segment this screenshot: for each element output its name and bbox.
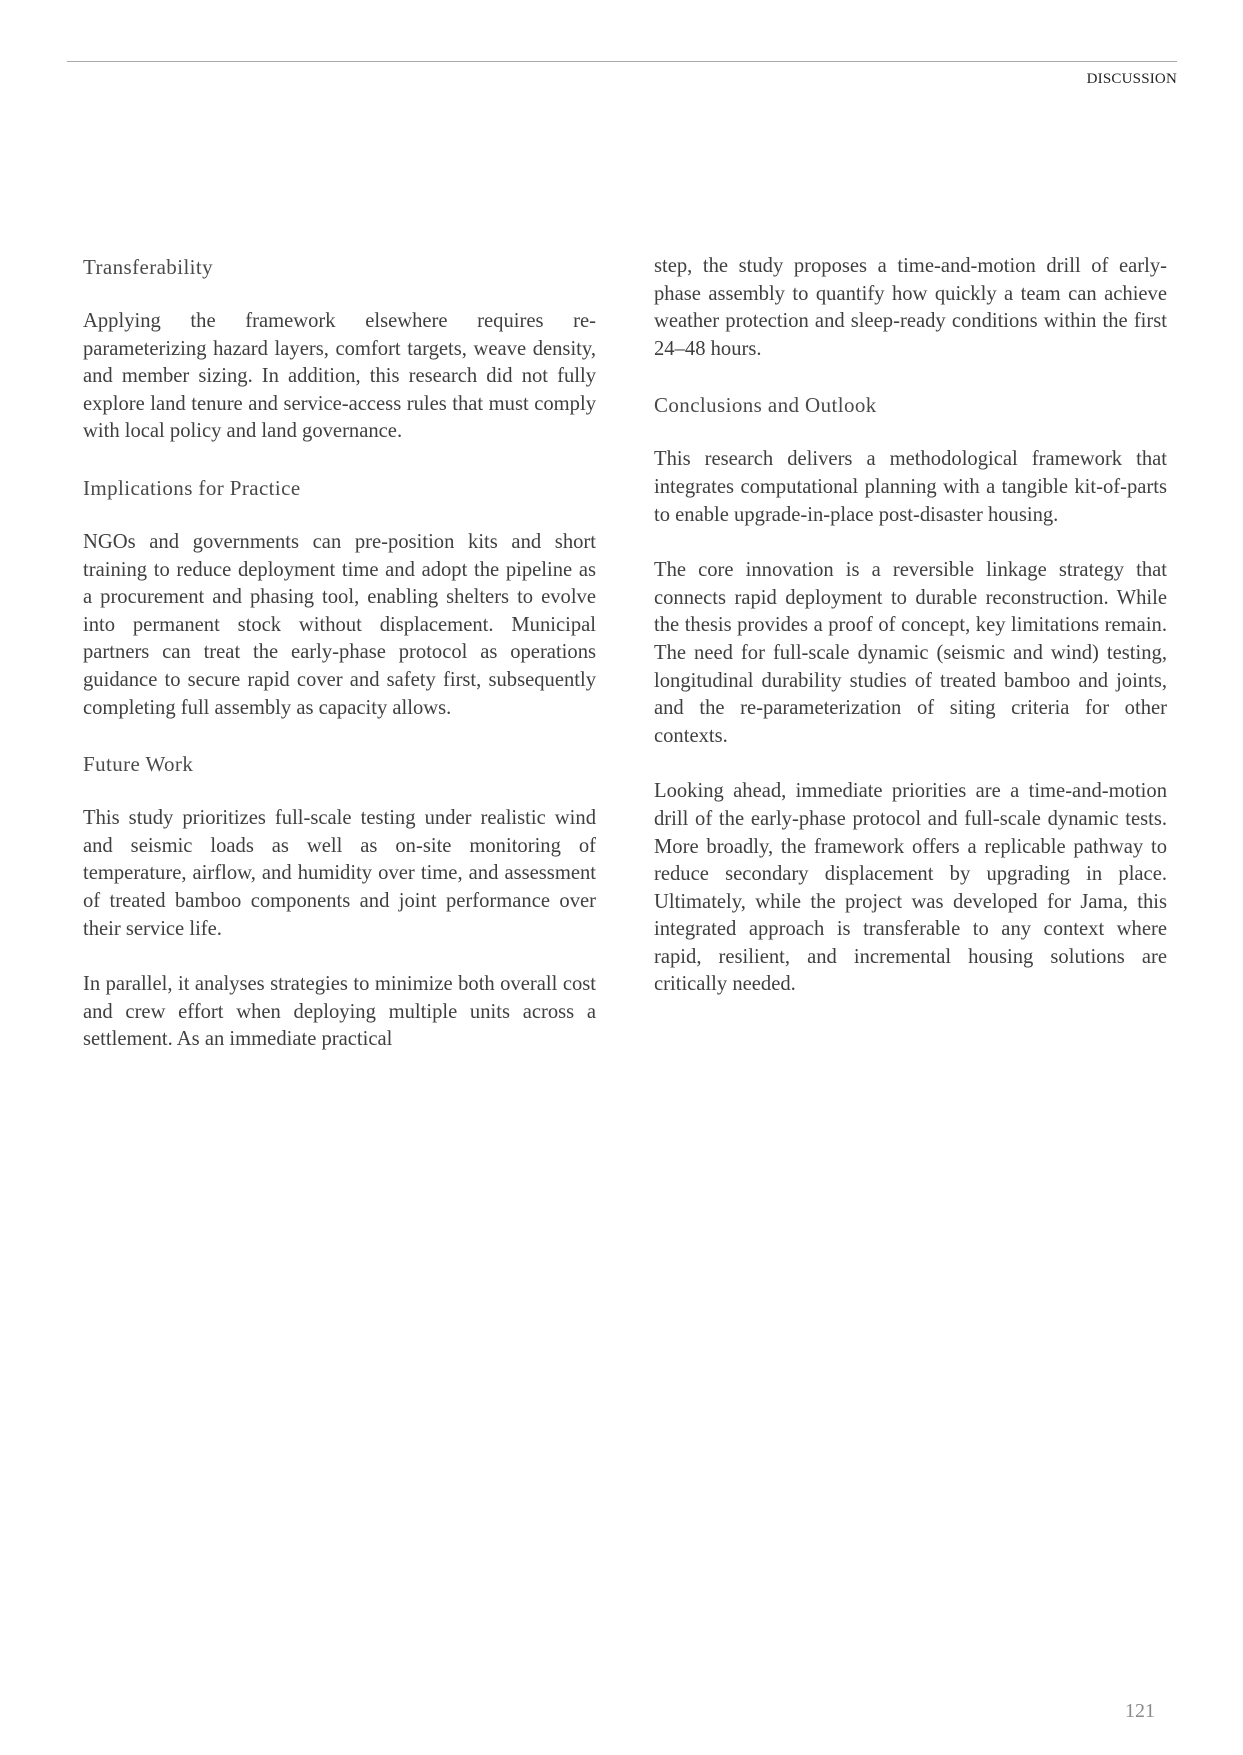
running-header-section: DISCUSSION bbox=[1086, 71, 1177, 87]
paragraph-conclusions-3: Looking ahead, immediate priorities are a time-and-motion drill of the early-phase protocol and full-scale dynamic tests. More broadly, the framework offers a replicable pathway to reduce secondary displacement by upgrading in place. Ultimately, while the project was developed for Jama, this integrated approach is transferable to any context where rapid, resilient, and incremental housing solutions are critically needed. bbox=[654, 780, 1167, 996]
heading-future-work: Future Work bbox=[83, 752, 194, 777]
heading-conclusions: Conclusions and Outlook bbox=[654, 393, 877, 418]
heading-implications: Implications for Practice bbox=[83, 475, 301, 500]
paragraph-implications: NGOs and governments can pre-position kits and short training to reduce deployment time and adopt the pipeline as a procurement and phasing tool, enabling shelters to evolve into permanent stock without displacement. Municipal partners can treat the early-phase protocol as operations guidance to secure rapid cover and safety first, subsequently completing full assembly as capacity allows. bbox=[83, 530, 596, 719]
header-rule bbox=[67, 61, 1177, 62]
paragraph-conclusions-2: The core innovation is a reversible linkage strategy that connects rapid deployment to durable reconstruction. While the thesis provides a proof of concept, key limitations remain. The need for full-scale dynamic (seismic and wind) testing, longitudinal durability studies of treated bamboo and joints, and the re-parameterization of siting criteria for other contexts. bbox=[654, 559, 1167, 747]
paragraph-transferability: Applying the framework elsewhere requires re-parameterizing hazard layers, comfort targets, weave density, and member sizing. In addition, this research did not fully explore land tenure and service-access rules that must comply with local policy and land governance. bbox=[83, 310, 596, 443]
paragraph-conclusions-1: This research delivers a methodological framework that integrates computational planning with a tangible kit-of-parts to enable upgrade-in-place post-disaster housing. bbox=[654, 448, 1167, 526]
paragraph-future-work-2: In parallel, it analyses strategies to minimize both overall cost and crew effort when deploying multiple units across a settlement. As an immediate practical bbox=[83, 973, 596, 1051]
right-column bbox=[654, 253, 1167, 1027]
paragraph-continuation: step, the study proposes a time-and-motion drill of early-phase assembly to quantify how quickly a team can achieve weather protection and sleep-ready conditions within the first 24–48 hours. bbox=[654, 255, 1167, 360]
page-number: 121 bbox=[1125, 1700, 1155, 1722]
left-column bbox=[83, 253, 596, 1082]
heading-transferability: Transferability bbox=[83, 255, 214, 279]
paragraph-future-work-1: This study prioritizes full-scale testing under realistic wind and seismic loads as well as on-site monitoring of temperature, airflow, and humidity over time, and assessment of treated bamboo components and joint performance over their service life. bbox=[83, 807, 596, 940]
